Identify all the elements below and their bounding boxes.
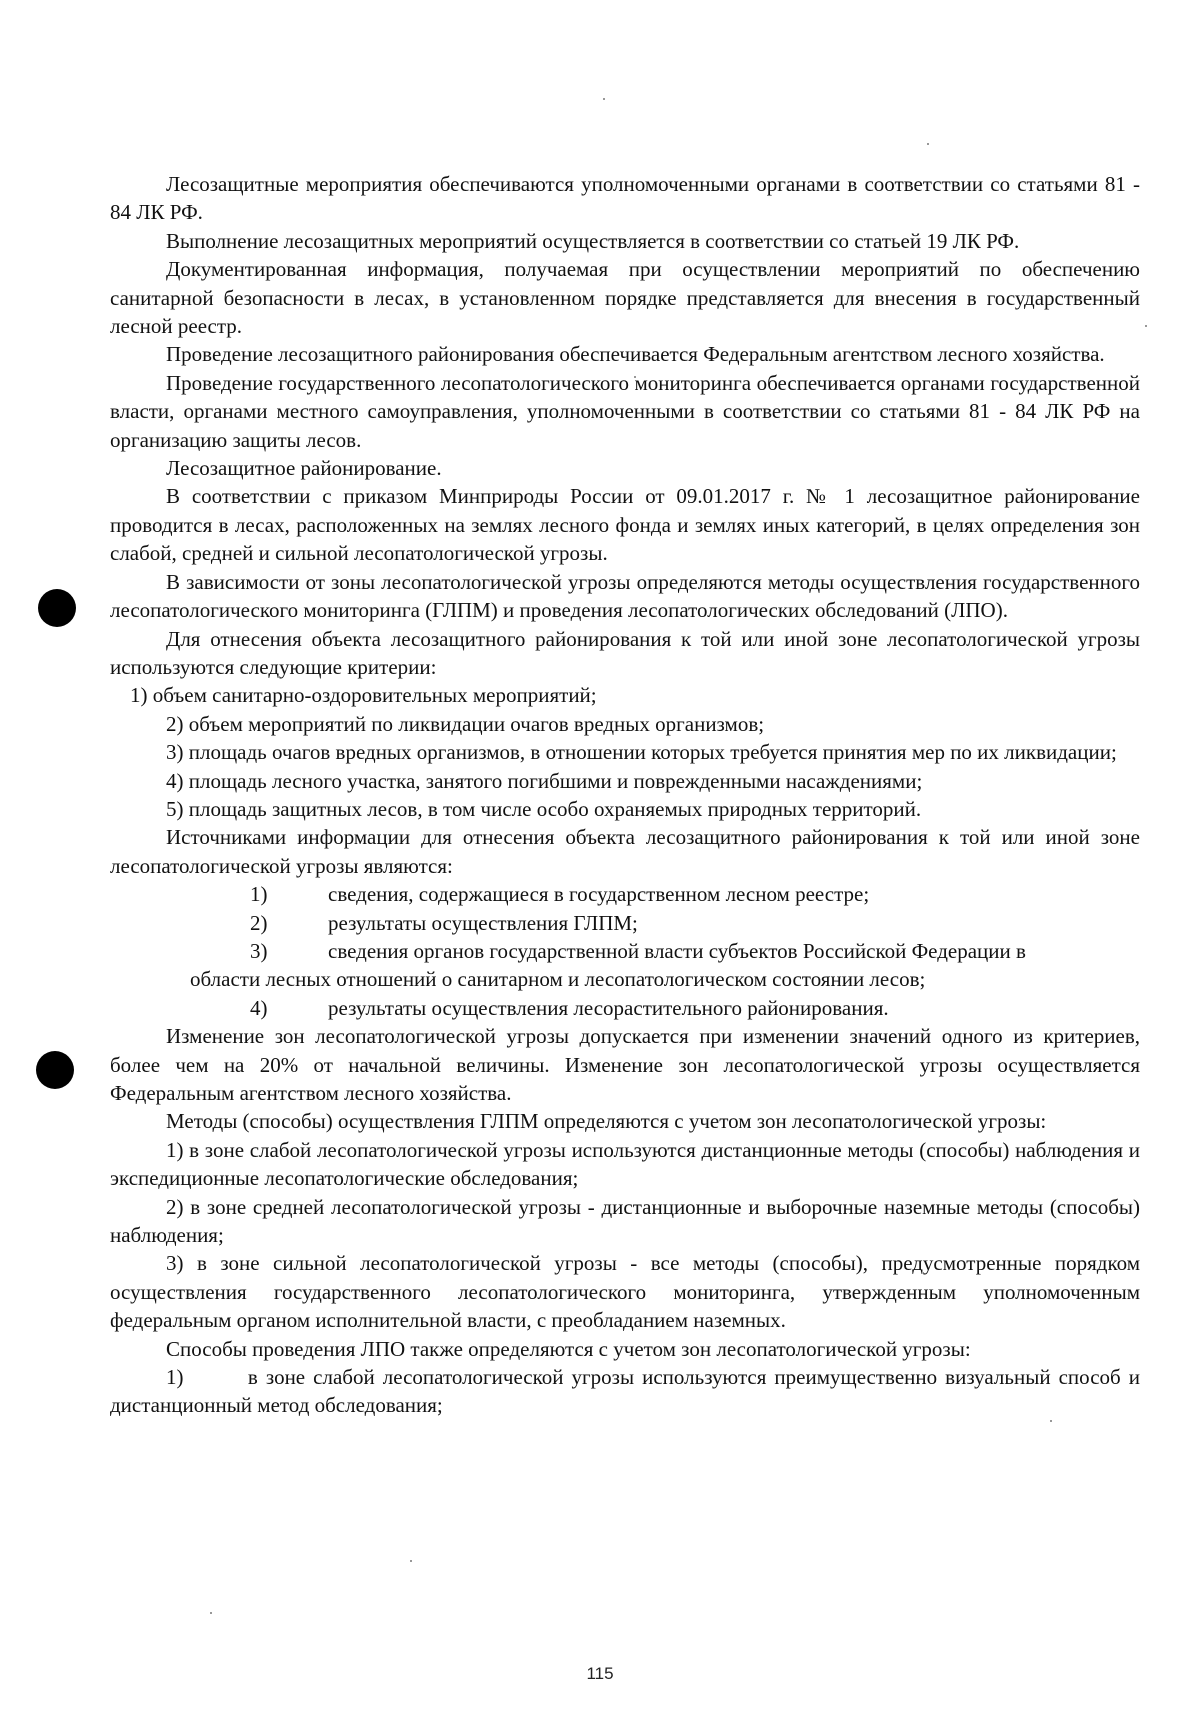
source-item-number: 4) <box>250 995 268 1020</box>
scan-speck <box>603 98 605 100</box>
scan-speck <box>410 1560 412 1562</box>
scan-speck <box>210 1612 212 1614</box>
criteria-item: 2) объем мероприятий по ликвидации очагов вредных организмов; <box>166 711 765 736</box>
source-item <box>110 909 1140 937</box>
paragraph: Проведение государственного лесопатологического мониторинга обеспечивается органами государственной власти, органами местного самоуправления, уполномоченными в соответствии со статьями 81 - 84 ЛК РФ на организацию защиты лесов. <box>110 370 1140 452</box>
page-number: 115 <box>586 1664 614 1683</box>
method-item: 3) в зоне сильной лесопатологической угрозы - все методы (способы), предусмотренные порядком осуществления государственного лесопатологического мониторинга, утвержденным уполномоченным федеральным органом исполнительной власти, с преобладанием наземных. <box>110 1251 1140 1333</box>
paragraph: Изменение зон лесопатологической угрозы допускается при изменении значений одного из критериев, более чем на 20% от начальной величины. Изменение зон лесопатологической угрозы осуществляется Федеральным агентством лесного хозяйства. <box>110 1024 1140 1105</box>
paragraph: Методы (способы) осуществления ГЛПМ определяются с учетом зон лесопатологической угрозы: <box>166 1109 1047 1134</box>
paragraph: Для отнесения объекта лесозащитного районирования к той или иной зоне лесопатологической угрозы используются следующие критерии: <box>110 626 1140 679</box>
method-item: 2) в зоне средней лесопатологической угрозы - дистанционные и выборочные наземные методы (способы) наблюдения; <box>110 1194 1140 1248</box>
punch-hole-mark <box>36 1051 74 1089</box>
method-item: 1) в зоне слабой лесопатологической угрозы используются дистанционные методы (способы) наблюдения и экспедиционные лесопатологические обследования; <box>110 1137 1140 1191</box>
source-item-text: сведения органов государственной власти субъектов Российской Федерации в <box>328 938 1026 963</box>
scan-speck <box>927 143 929 145</box>
source-item-continuation: области лесных отношений о санитарном и лесопатологическом состоянии лесов; <box>190 967 926 992</box>
paragraph: Выполнение лесозащитных мероприятий осуществляется в соответствии со статьей 19 ЛК РФ. <box>166 228 1020 253</box>
source-item-text: сведения, содержащиеся в государственном лесном реестре; <box>328 882 870 907</box>
scan-speck <box>1050 1420 1052 1422</box>
source-item-number: 1) <box>250 882 268 907</box>
criteria-item: 4) площадь лесного участка, занятого погибшими и поврежденными насаждениями; <box>166 768 923 793</box>
paragraph: Проведение лесозащитного районирования обеспечивается Федеральным агентством лесного хозяйства. <box>166 342 1105 367</box>
survey-method-item: 1) в зоне слабой лесопатологической угрозы используются преимущественно визуальный способ и дистанционный метод обследования; <box>110 1365 1140 1418</box>
punch-hole-mark <box>38 589 76 627</box>
scan-speck <box>1145 325 1147 327</box>
criteria-item: 5) площадь защитных лесов, в том числе особо охраняемых природных территорий. <box>166 796 922 821</box>
section-heading: Лесозащитное районирование. <box>166 456 442 481</box>
document-body <box>110 170 1140 1420</box>
source-item <box>110 937 1140 965</box>
source-item-text: результаты осуществления ГЛПМ; <box>328 910 638 935</box>
paragraph: В соответствии с приказом Минприроды России от 09.01.2017 г. № 1 лесозащитное районирование проводится в лесах, расположенных на землях лесного фонда и землях иных категорий, в целях определения зон слабой, средней и сильной лесопатологической угрозы. <box>110 484 1140 566</box>
paragraph: В зависимости от зоны лесопатологической угрозы определяются методы осуществления государственного лесопатологического мониторинга (ГЛПМ) и проведения лесопатологических обследований (ЛПО). <box>110 569 1140 623</box>
source-item-number: 2) <box>250 910 268 935</box>
source-item-number: 3) <box>250 938 268 963</box>
source-item <box>110 880 1140 908</box>
paragraph: Документированная информация, получаемая при осуществлении мероприятий по обеспечению санитарной безопасности в лесах, в установленном порядке представляется для внесения в государственный лесной реестр. <box>110 257 1140 339</box>
source-item-text: результаты осуществления лесорастительного районирования. <box>328 995 889 1020</box>
criteria-item: 3) площадь очагов вредных организмов, в отношении которых требуется принятия мер по их ликвидации; <box>166 740 1117 765</box>
source-item <box>110 994 1140 1022</box>
criteria-item: 1) объем санитарно-оздоровительных мероприятий; <box>130 683 597 708</box>
paragraph: Способы проведения ЛПО также определяются с учетом зон лесопатологической угрозы: <box>166 1336 971 1361</box>
paragraph: Источниками информации для отнесения объекта лесозащитного районирования к той или иной зоне лесопатологической угрозы являются: <box>110 825 1140 878</box>
paragraph: Лесозащитные мероприятия обеспечиваются уполномоченными органами в соответствии со статьями 81 - 84 ЛК РФ. <box>110 172 1140 225</box>
